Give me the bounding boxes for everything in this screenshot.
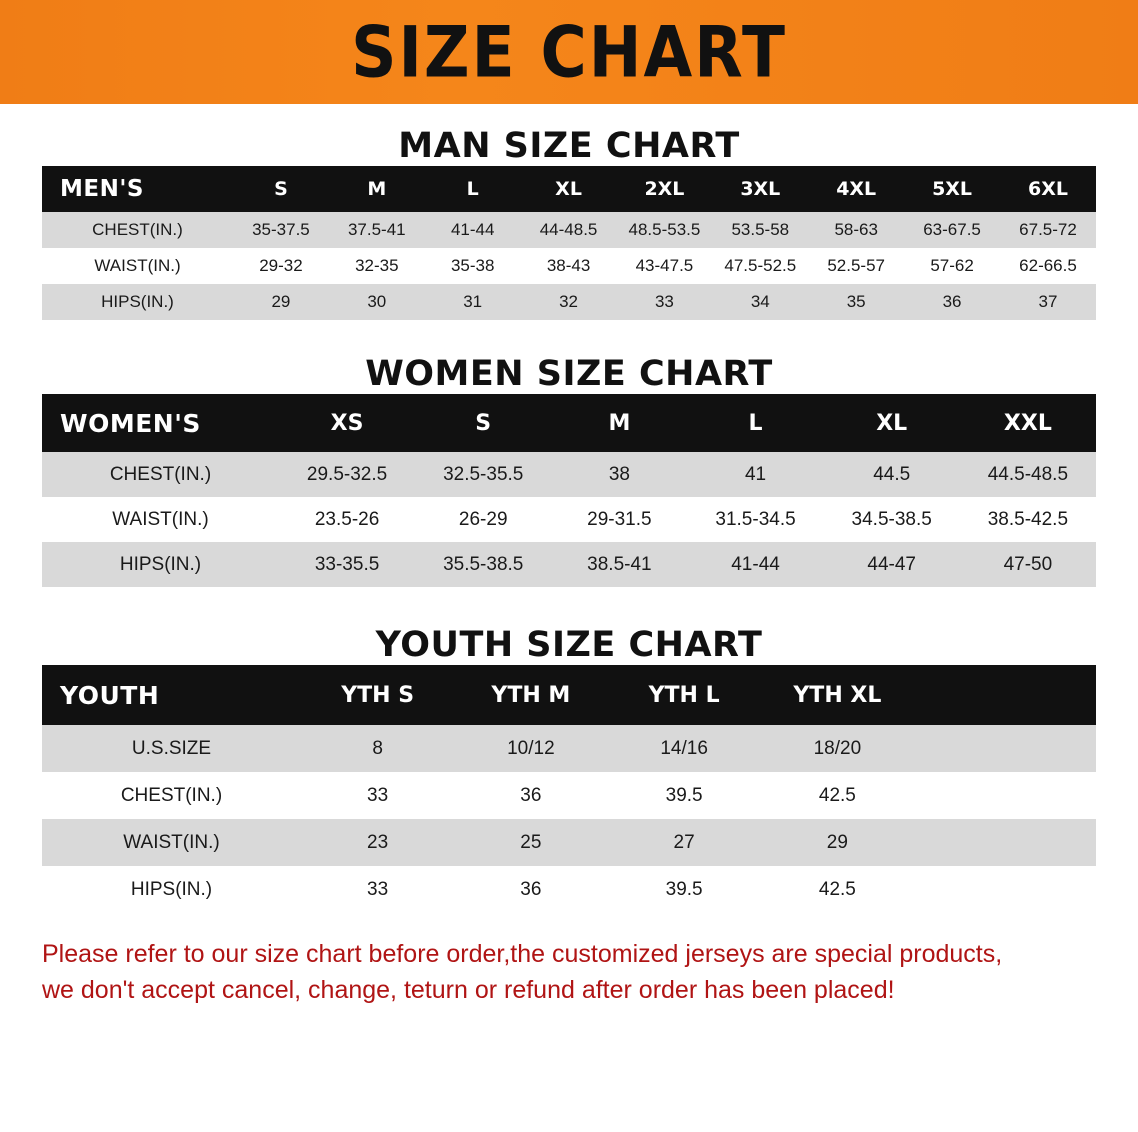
youth-size-table-wrapper <box>42 665 1096 913</box>
man-size-table-wrapper <box>42 166 1096 320</box>
column-header-4xl: 4XL <box>808 166 904 212</box>
cell: 31.5-34.5 <box>687 497 823 542</box>
column-header-xl: XL <box>824 394 960 452</box>
cell: 39.5 <box>608 772 761 819</box>
women-section-heading: WOMEN SIZE CHART <box>365 354 773 394</box>
cell: 38-43 <box>521 248 617 284</box>
cell: 42.5 <box>761 772 914 819</box>
column-header-2xl: 2XL <box>617 166 713 212</box>
cell: 36 <box>454 772 607 819</box>
cell: 27 <box>608 819 761 866</box>
table-header-row <box>42 166 1096 212</box>
cell-spacer <box>914 866 1096 913</box>
cell-spacer <box>914 772 1096 819</box>
cell-spacer <box>914 819 1096 866</box>
cell: 44-47 <box>824 542 960 587</box>
cell: 38.5-41 <box>551 542 687 587</box>
cell: 37.5-41 <box>329 212 425 248</box>
cell: 33 <box>301 866 454 913</box>
man-size-table <box>42 166 1096 320</box>
cell: 32.5-35.5 <box>415 452 551 497</box>
column-header-yth-l: YTH L <box>608 665 761 725</box>
cell: 29-31.5 <box>551 497 687 542</box>
size-chart-banner <box>0 0 1138 104</box>
cell: 38.5-42.5 <box>960 497 1096 542</box>
page-title: SIZE CHART <box>351 11 787 93</box>
column-header-xl: XL <box>521 166 617 212</box>
column-header-youth: YOUTH <box>42 665 301 725</box>
cell: 47-50 <box>960 542 1096 587</box>
cell: 44.5 <box>824 452 960 497</box>
cell: 42.5 <box>761 866 914 913</box>
youth-section-heading: YOUTH SIZE CHART <box>375 625 763 665</box>
row-label-hips: HIPS(IN.) <box>42 542 279 587</box>
cell: 35-38 <box>425 248 521 284</box>
cell: 47.5-52.5 <box>712 248 808 284</box>
cell: 44.5-48.5 <box>960 452 1096 497</box>
cell: 41-44 <box>425 212 521 248</box>
cell-spacer <box>914 725 1096 772</box>
column-header-l: L <box>687 394 823 452</box>
row-label-chest: CHEST(IN.) <box>42 212 233 248</box>
cell: 29.5-32.5 <box>279 452 415 497</box>
cell: 39.5 <box>608 866 761 913</box>
cell: 34.5-38.5 <box>824 497 960 542</box>
cell: 30 <box>329 284 425 320</box>
cell: 23 <box>301 819 454 866</box>
cell: 37 <box>1000 284 1096 320</box>
column-header-spacer <box>914 665 1096 725</box>
cell: 38 <box>551 452 687 497</box>
cell: 26-29 <box>415 497 551 542</box>
cell: 29-32 <box>233 248 329 284</box>
cell: 67.5-72 <box>1000 212 1096 248</box>
cell: 63-67.5 <box>904 212 1000 248</box>
table-row <box>42 819 1096 866</box>
cell: 41 <box>687 452 823 497</box>
column-header-xxl: XXL <box>960 394 1096 452</box>
cell: 25 <box>454 819 607 866</box>
column-header-womens: WOMEN'S <box>42 394 279 452</box>
row-label-hips: HIPS(IN.) <box>42 866 301 913</box>
column-header-6xl: 6XL <box>1000 166 1096 212</box>
cell: 33 <box>301 772 454 819</box>
note-line-2: we don't accept cancel, change, teturn or refund after order has been placed! <box>42 975 895 1004</box>
cell: 41-44 <box>687 542 823 587</box>
cell: 14/16 <box>608 725 761 772</box>
cell: 36 <box>904 284 1000 320</box>
cell: 53.5-58 <box>712 212 808 248</box>
table-row <box>42 542 1096 587</box>
row-label-waist: WAIST(IN.) <box>42 497 279 542</box>
cell: 43-47.5 <box>617 248 713 284</box>
cell: 36 <box>454 866 607 913</box>
cell: 32-35 <box>329 248 425 284</box>
column-header-xs: XS <box>279 394 415 452</box>
cell: 34 <box>712 284 808 320</box>
women-size-table <box>42 394 1096 587</box>
cell: 29 <box>761 819 914 866</box>
cell: 33 <box>617 284 713 320</box>
column-header-s: S <box>415 394 551 452</box>
cell: 52.5-57 <box>808 248 904 284</box>
table-row <box>42 497 1096 542</box>
table-row <box>42 212 1096 248</box>
cell: 29 <box>233 284 329 320</box>
column-header-yth-xl: YTH XL <box>761 665 914 725</box>
row-label-us-size: U.S.SIZE <box>42 725 301 772</box>
cell: 44-48.5 <box>521 212 617 248</box>
cell: 48.5-53.5 <box>617 212 713 248</box>
column-header-s: S <box>233 166 329 212</box>
cell: 58-63 <box>808 212 904 248</box>
cell: 35-37.5 <box>233 212 329 248</box>
column-header-yth-s: YTH S <box>301 665 454 725</box>
table-row <box>42 248 1096 284</box>
table-row <box>42 284 1096 320</box>
column-header-m: M <box>329 166 425 212</box>
column-header-5xl: 5XL <box>904 166 1000 212</box>
cell: 8 <box>301 725 454 772</box>
table-row <box>42 725 1096 772</box>
order-policy-note <box>42 937 1096 1008</box>
cell: 18/20 <box>761 725 914 772</box>
cell: 35.5-38.5 <box>415 542 551 587</box>
column-header-3xl: 3XL <box>712 166 808 212</box>
row-label-waist: WAIST(IN.) <box>42 248 233 284</box>
table-header-row <box>42 665 1096 725</box>
column-header-m: M <box>551 394 687 452</box>
cell: 35 <box>808 284 904 320</box>
note-line-1: Please refer to our size chart before order,the customized jerseys are special products, <box>42 940 1003 968</box>
cell: 57-62 <box>904 248 1000 284</box>
row-label-chest: CHEST(IN.) <box>42 452 279 497</box>
table-header-row <box>42 394 1096 452</box>
cell: 32 <box>521 284 617 320</box>
cell: 10/12 <box>454 725 607 772</box>
column-header-mens: MEN'S <box>42 166 233 212</box>
table-row <box>42 452 1096 497</box>
column-header-l: L <box>425 166 521 212</box>
man-section-heading: MAN SIZE CHART <box>398 126 740 166</box>
cell: 23.5-26 <box>279 497 415 542</box>
table-row <box>42 772 1096 819</box>
column-header-yth-m: YTH M <box>454 665 607 725</box>
table-row <box>42 866 1096 913</box>
row-label-hips: HIPS(IN.) <box>42 284 233 320</box>
cell: 62-66.5 <box>1000 248 1096 284</box>
women-size-table-wrapper <box>42 394 1096 587</box>
row-label-waist: WAIST(IN.) <box>42 819 301 866</box>
row-label-chest: CHEST(IN.) <box>42 772 301 819</box>
cell: 31 <box>425 284 521 320</box>
cell: 33-35.5 <box>279 542 415 587</box>
youth-size-table <box>42 665 1096 913</box>
